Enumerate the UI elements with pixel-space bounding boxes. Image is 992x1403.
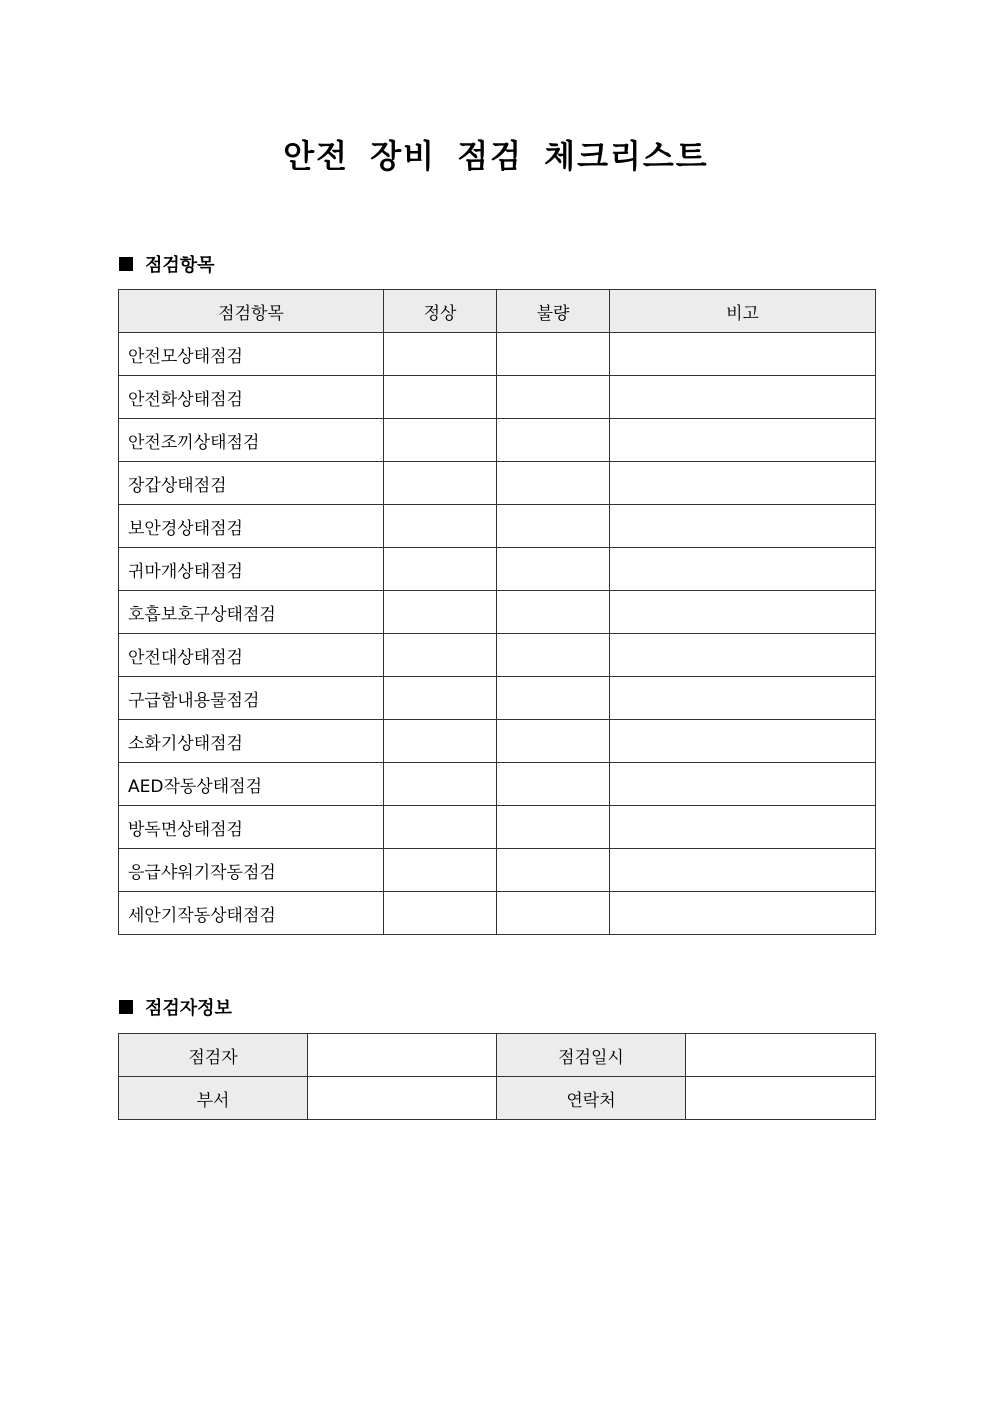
inspection-date-label: 점검일시 (497, 1034, 686, 1077)
defective-check-cell[interactable] (497, 419, 610, 462)
defective-check-cell[interactable] (497, 634, 610, 677)
inspector-info-table (118, 1033, 876, 1120)
contact-label: 연락처 (497, 1077, 686, 1120)
remarks-cell[interactable] (610, 677, 876, 720)
column-header-item: 점검항목 (119, 290, 384, 333)
remarks-cell[interactable] (610, 548, 876, 591)
normal-check-cell[interactable] (384, 849, 497, 892)
normal-check-cell[interactable] (384, 419, 497, 462)
defective-check-cell[interactable] (497, 720, 610, 763)
defective-check-cell[interactable] (497, 849, 610, 892)
normal-check-cell[interactable] (384, 763, 497, 806)
column-header-remarks: 비고 (610, 290, 876, 333)
table-row (119, 548, 876, 591)
checklist-item-label: 안전조끼상태점검 (119, 419, 384, 462)
remarks-cell[interactable] (610, 806, 876, 849)
remarks-cell[interactable] (610, 634, 876, 677)
remarks-cell[interactable] (610, 591, 876, 634)
table-row (119, 462, 876, 505)
normal-check-cell[interactable] (384, 548, 497, 591)
checklist-item-label: 구급함내용물점검 (119, 677, 384, 720)
department-field[interactable] (308, 1077, 497, 1120)
table-row (119, 892, 876, 935)
section-heading-items (119, 250, 215, 278)
defective-check-cell[interactable] (497, 763, 610, 806)
checklist-item-label: 안전모상태점검 (119, 333, 384, 376)
defective-check-cell[interactable] (497, 505, 610, 548)
remarks-cell[interactable] (610, 763, 876, 806)
defective-check-cell[interactable] (497, 376, 610, 419)
section-heading-label: 점검자정보 (145, 998, 232, 1019)
remarks-cell[interactable] (610, 419, 876, 462)
checklist-item-label: 소화기상태점검 (119, 720, 384, 763)
normal-check-cell[interactable] (384, 333, 497, 376)
inspector-label: 점검자 (119, 1034, 308, 1077)
checklist-item-label: 응급샤워기작동점검 (119, 849, 384, 892)
normal-check-cell[interactable] (384, 505, 497, 548)
checklist-item-label: 호흡보호구상태점검 (119, 591, 384, 634)
normal-check-cell[interactable] (384, 462, 497, 505)
checklist-item-label: AED작동상태점검 (119, 763, 384, 806)
table-row (119, 505, 876, 548)
normal-check-cell[interactable] (384, 591, 497, 634)
defective-check-cell[interactable] (497, 462, 610, 505)
table-row (119, 1077, 876, 1120)
table-row (119, 634, 876, 677)
column-header-normal: 정상 (384, 290, 497, 333)
table-row (119, 720, 876, 763)
document-title: 안전 장비 점검 체크리스트 (283, 137, 709, 175)
section-heading-label: 점검항목 (145, 255, 215, 276)
table-row (119, 376, 876, 419)
remarks-cell[interactable] (610, 892, 876, 935)
table-row (119, 591, 876, 634)
inspector-field[interactable] (308, 1034, 497, 1077)
normal-check-cell[interactable] (384, 677, 497, 720)
table-row (119, 1034, 876, 1077)
table-row (119, 677, 876, 720)
normal-check-cell[interactable] (384, 720, 497, 763)
remarks-cell[interactable] (610, 720, 876, 763)
checklist-item-label: 안전화상태점검 (119, 376, 384, 419)
defective-check-cell[interactable] (497, 892, 610, 935)
inspection-date-field[interactable] (686, 1034, 876, 1077)
table-row (119, 849, 876, 892)
remarks-cell[interactable] (610, 849, 876, 892)
remarks-cell[interactable] (610, 505, 876, 548)
remarks-cell[interactable] (610, 462, 876, 505)
contact-field[interactable] (686, 1077, 876, 1120)
checklist-item-label: 장갑상태점검 (119, 462, 384, 505)
inspection-checklist-table (118, 289, 876, 935)
checklist-item-label: 보안경상태점검 (119, 505, 384, 548)
remarks-cell[interactable] (610, 333, 876, 376)
normal-check-cell[interactable] (384, 806, 497, 849)
table-row (119, 763, 876, 806)
department-label: 부서 (119, 1077, 308, 1120)
checklist-item-label: 세안기작동상태점검 (119, 892, 384, 935)
checklist-item-label: 방독면상태점검 (119, 806, 384, 849)
defective-check-cell[interactable] (497, 548, 610, 591)
table-row (119, 419, 876, 462)
checklist-item-label: 귀마개상태점검 (119, 548, 384, 591)
table-header-row (119, 290, 876, 333)
square-bullet-icon (119, 1000, 133, 1014)
section-heading-inspector (119, 993, 232, 1021)
column-header-defective: 불량 (497, 290, 610, 333)
checklist-item-label: 안전대상태점검 (119, 634, 384, 677)
defective-check-cell[interactable] (497, 806, 610, 849)
table-row (119, 333, 876, 376)
defective-check-cell[interactable] (497, 677, 610, 720)
normal-check-cell[interactable] (384, 376, 497, 419)
normal-check-cell[interactable] (384, 634, 497, 677)
table-row (119, 806, 876, 849)
remarks-cell[interactable] (610, 376, 876, 419)
defective-check-cell[interactable] (497, 333, 610, 376)
defective-check-cell[interactable] (497, 591, 610, 634)
square-bullet-icon (119, 257, 133, 271)
normal-check-cell[interactable] (384, 892, 497, 935)
